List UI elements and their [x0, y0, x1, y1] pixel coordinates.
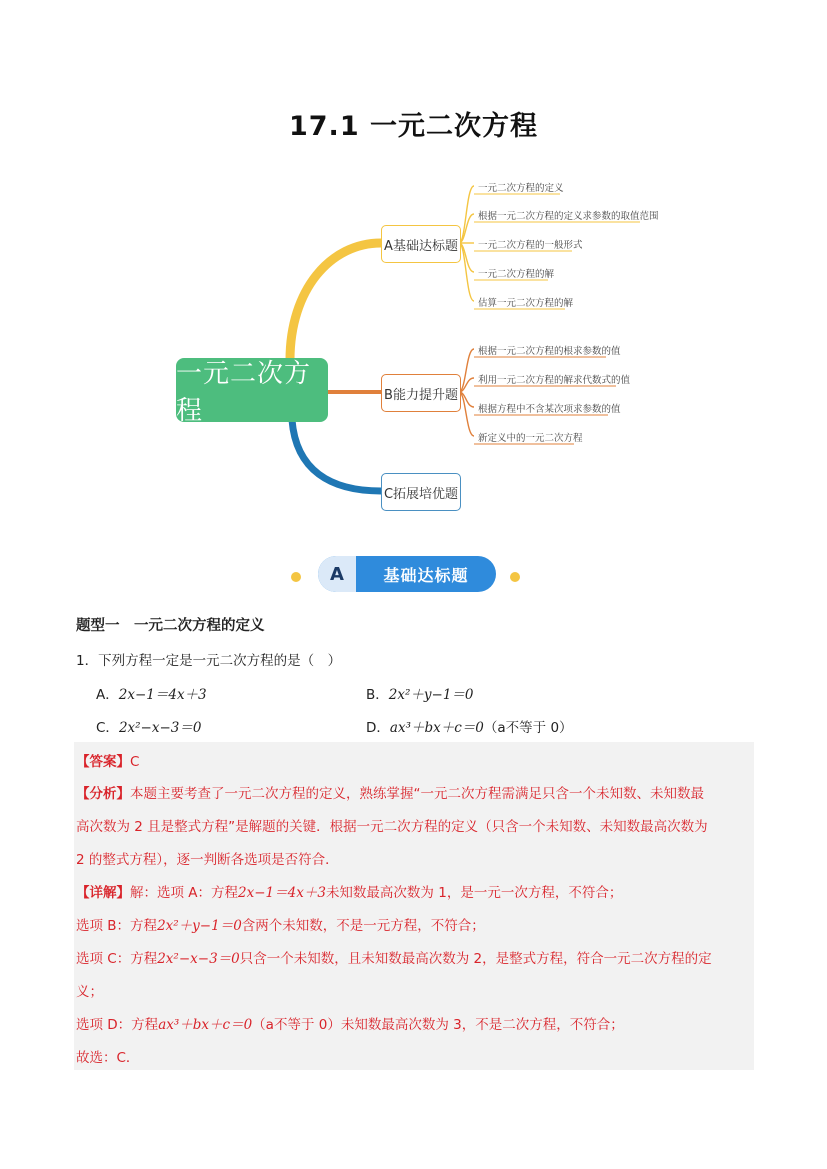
option-a-label: A．	[96, 687, 119, 703]
page-title: 17.1 一元二次方程	[288, 111, 539, 142]
detail-text: （a不等于 0）未知数最高次数为 3，不是二次方程，不符合；	[252, 1017, 624, 1033]
question-stem	[76, 649, 341, 669]
mindmap-leaf: 一元二次方程的一般形式	[478, 240, 583, 251]
mindmap-central-node: 一元二次方程	[176, 358, 328, 422]
detail-line-1	[76, 881, 622, 901]
detail-text: 选项 B：方程	[76, 918, 158, 934]
mindmap-leaf: 根据一元二次方程的根求参数的值	[478, 346, 621, 357]
answer-tag: 【答案】	[76, 754, 130, 770]
mindmap-leaf: 利用一元二次方程的解求代数式的值	[478, 375, 631, 386]
section-banner	[232, 556, 582, 594]
mindmap-leaf: 一元二次方程的解	[478, 269, 555, 280]
mindmap-leaf: 根据方程中不含某次项求参数的值	[478, 404, 621, 415]
question-dot: ．	[84, 653, 99, 669]
detail-text: 解：选项 A：方程	[130, 885, 239, 901]
option-b	[366, 683, 474, 703]
detail-math: 2x−1＝4x＋3	[238, 885, 326, 901]
detail-line-5	[76, 1013, 624, 1033]
detail-text: 选项 C：方程	[76, 951, 158, 967]
mindmap-node-a: A基础达标题	[381, 225, 461, 263]
conclusion-line: 故选：C．	[76, 1050, 140, 1066]
option-d-math: ax³＋bx＋c＝0	[389, 720, 484, 736]
detail-math: 2x²−x−3＝0	[157, 951, 240, 967]
analysis-line-3: 2 的整式方程），逐一判断各选项是否符合．	[76, 852, 339, 868]
banner-label: 基础达标题	[383, 565, 469, 585]
detail-text: 未知数最高次数为 1，是一元一次方程，不符合；	[325, 885, 623, 901]
branch-a-curve	[290, 243, 381, 360]
detail-tag: 【详解】	[76, 885, 130, 901]
detail-math: ax³＋bx＋c＝0	[158, 1017, 253, 1033]
analysis-line-2: 高次数为 2 且是整式方程”是解题的关键．根据一元二次方程的定义（只含一个未知数、未知数最高次数为	[76, 819, 708, 835]
section-heading: 题型一 一元二次方程的定义	[76, 618, 265, 634]
option-d-note: （a不等于 0）	[483, 720, 573, 736]
detail-text: 含两个未知数，不是一元方程，不符合；	[241, 918, 485, 934]
option-d	[366, 716, 573, 736]
mindmap-node-b: B能力提升题	[381, 374, 461, 412]
detail-text: 选项 D：方程	[76, 1017, 159, 1033]
mindmap-leaf: 估算一元二次方程的解	[478, 298, 574, 309]
option-d-label: D．	[366, 720, 390, 736]
option-a-math: 2x−1＝4x＋3	[118, 687, 207, 703]
option-c	[96, 716, 201, 736]
detail-line-4: 义；	[76, 984, 103, 1000]
option-b-label: B．	[366, 687, 389, 703]
option-a	[96, 683, 207, 703]
analysis-text: 本题主要考查了一元二次方程的定义，熟练掌握“一元二次方程需满足只含一个未知数、未知数最	[130, 786, 704, 802]
analysis-line-1	[76, 782, 704, 802]
mindmap-leaf: 一元二次方程的定义	[478, 183, 564, 194]
mindmap-leaf: 新定义中的一元二次方程	[478, 433, 583, 444]
branch-b-bracket	[459, 349, 474, 436]
question-text: 下列方程一定是一元二次方程的是（ ）	[98, 653, 342, 669]
mindmap-node-c: C拓展培优题	[381, 473, 461, 511]
option-c-math: 2x²−x−3＝0	[118, 720, 202, 736]
detail-text: 只含一个未知数，且未知数最高次数为 2，是整式方程，符合一元二次方程的定	[239, 951, 712, 967]
analysis-tag: 【分析】	[76, 786, 130, 802]
branch-a-bracket	[459, 186, 474, 301]
detail-line-3	[76, 947, 712, 967]
answer-value: C	[130, 754, 140, 770]
answer-line	[76, 750, 139, 770]
option-b-math: 2x²＋y−1＝0	[388, 687, 474, 703]
mindmap-leaf: 根据一元二次方程的定义求参数的取值范围	[478, 211, 659, 222]
detail-math: 2x²＋y−1＝0	[157, 918, 242, 934]
banner-pill	[318, 556, 496, 592]
banner-letter: A	[318, 556, 356, 592]
detail-line-2	[76, 914, 485, 934]
question-number: 1	[76, 653, 85, 669]
option-c-label: C．	[96, 720, 119, 736]
branch-c-curve	[292, 420, 381, 491]
